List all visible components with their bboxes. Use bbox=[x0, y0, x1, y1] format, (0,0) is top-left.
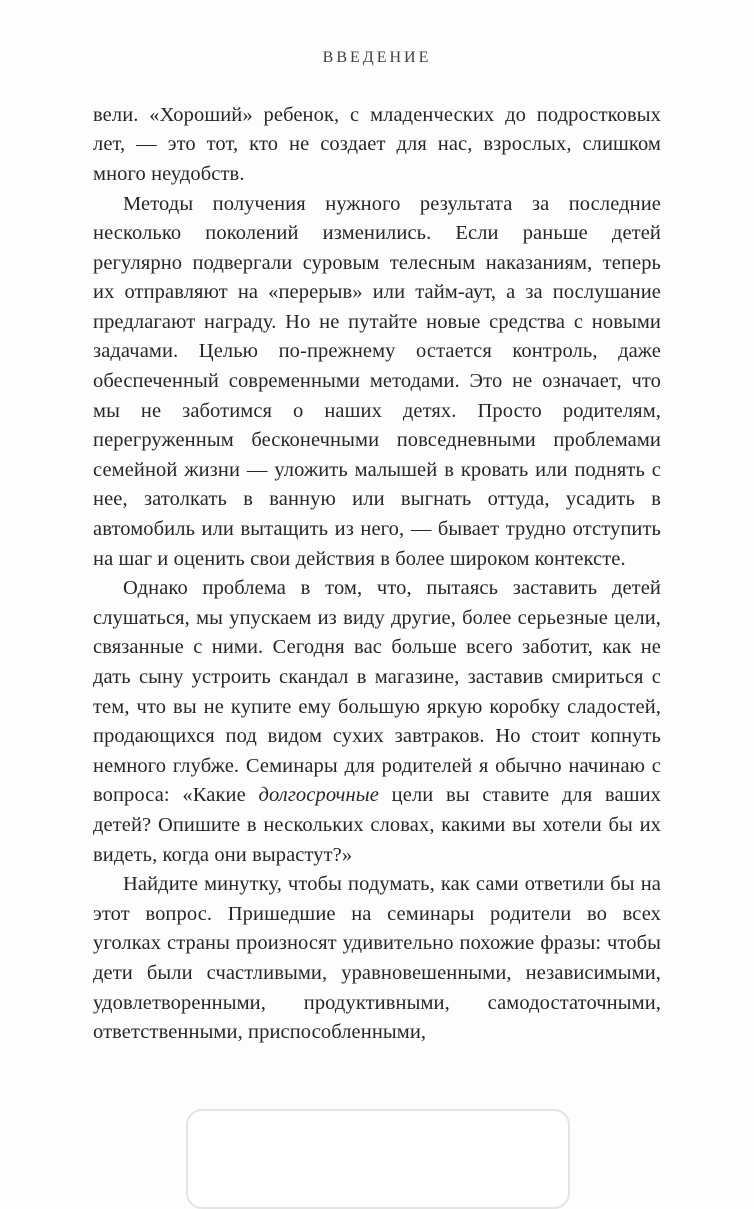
paragraph: Найдите минутку, чтобы подумать, как сами ответили бы на этот вопрос. Пришедшие на семинары родители во всех уголках страны произносят удивительно похожие фразы: чтобы дети были счастливыми, уравновешенными, независимыми, удовлетворенными, продуктивными, самодостаточными, ответственными, приспособленными, bbox=[93, 873, 661, 1044]
italic-emphasis: долгосрочные bbox=[258, 784, 379, 807]
paragraph-text: цели вы ставите для ваших детей? Опишите в нескольких словах, какими вы хотели бы их видеть, когда они вырастут?» bbox=[93, 784, 661, 866]
reader-bottom-control[interactable] bbox=[186, 1109, 570, 1209]
text-block bbox=[93, 101, 661, 1048]
book-page bbox=[0, 11, 754, 1177]
paragraph: Методы получения нужного результата за последние несколько поколений изменились. Если раньше детей регулярно подвергали суровым телесным наказаниям, теперь их отправляют на «перерыв» или тайм-аут, а за послушание предлагают награду. Но не путайте новые средства с новыми задачами. Целью по-прежнему остается контроль, даже обеспеченный современными методами. Это не означает, что мы не заботимся о наших детях. Просто родителям, перегруженным бесконечными повседневными проблемами семейной жизни — уложить малышей в кровать или поднять с нее, затолкать в ванную или выгнать оттуда, усадить в автомобиль или вытащить из него, — бывает трудно отступить на шаг и оценить свои действия в более широком контексте. bbox=[93, 192, 661, 570]
paragraph-text: Однако проблема в том, что, пытаясь заставить детей слушаться, мы упускаем из виду другие, более серьезные цели, связанные с ними. Сегодня вас больше всего заботит, как не дать сыну устроить скандал в магазине, заставив смириться с тем, что вы не купите ему большую яркую коробку сладостей, продающихся под видом сухих завтраков. Но стоит копнуть немного глубже. Семинары для родителей я обычно начинаю с вопроса: «Какие bbox=[93, 577, 661, 807]
paragraph-continuation: вели. «Хороший» ребенок, с младенческих до подростковых лет, — это тот, кто не создает для нас, взрослых, слишком много неудобств. bbox=[93, 103, 661, 185]
chapter-header: ВВЕДЕНИЕ bbox=[322, 48, 432, 66]
paragraph bbox=[93, 574, 661, 870]
